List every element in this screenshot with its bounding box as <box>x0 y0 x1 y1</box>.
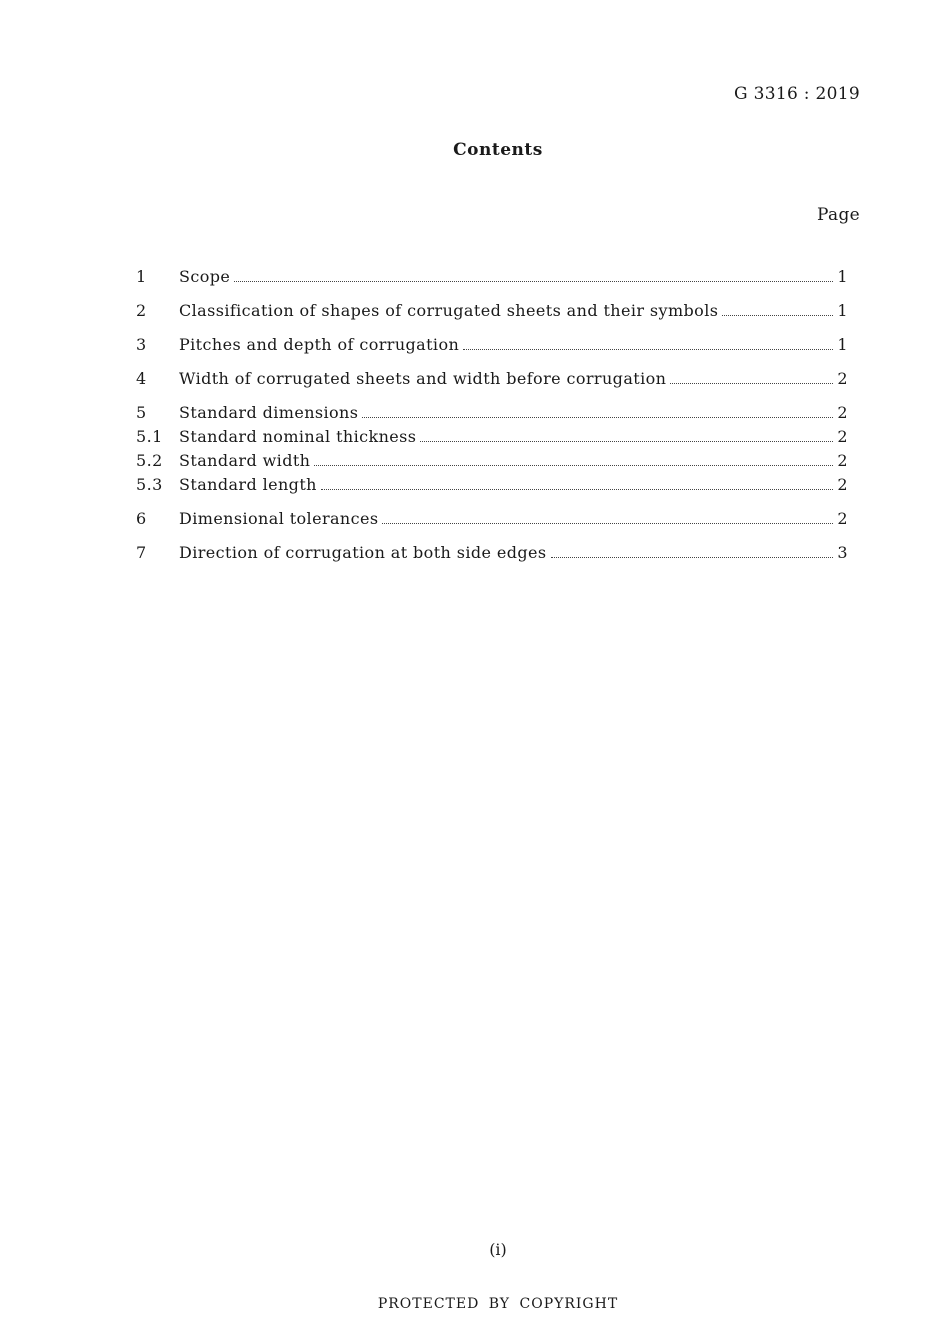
toc-page-number: 1 <box>837 301 848 320</box>
toc-entry-4[interactable] <box>136 369 848 393</box>
toc-entry-3[interactable] <box>136 335 848 359</box>
dot-leader <box>722 315 833 316</box>
table-of-contents <box>136 267 848 567</box>
document-id: G 3316 : 2019 <box>734 84 860 104</box>
toc-number: 4 <box>136 369 147 388</box>
toc-title: Width of corrugated sheets and width before corrugation <box>179 369 667 388</box>
toc-number: 7 <box>136 543 147 562</box>
toc-page-number: 3 <box>837 543 848 562</box>
toc-title: Scope <box>179 267 231 286</box>
toc-number: 1 <box>136 267 147 286</box>
dot-leader <box>314 465 833 466</box>
toc-title: Standard width <box>179 451 311 470</box>
toc-page-number: 2 <box>837 369 848 388</box>
toc-entry-7[interactable] <box>136 543 848 567</box>
toc-title: Direction of corrugation at both side edges <box>179 543 547 562</box>
toc-entry-6[interactable] <box>136 509 848 533</box>
dot-leader <box>420 441 833 442</box>
toc-page-number: 1 <box>837 267 848 286</box>
toc-title: Standard dimensions <box>179 403 359 422</box>
toc-entry-1[interactable] <box>136 267 848 291</box>
toc-number: 5.3 <box>136 475 163 494</box>
toc-page-number: 2 <box>837 475 848 494</box>
dot-leader <box>382 523 833 524</box>
toc-number: 2 <box>136 301 147 320</box>
toc-title: Pitches and depth of corrugation <box>179 335 460 354</box>
copyright-notice: PROTECTED BY COPYRIGHT <box>377 1296 619 1312</box>
toc-number: 5 <box>136 403 147 422</box>
contents-title: Contents <box>453 140 543 160</box>
toc-entry-5[interactable] <box>136 403 848 427</box>
dot-leader <box>362 417 833 418</box>
toc-number: 5.1 <box>136 427 163 446</box>
dot-leader <box>670 383 833 384</box>
toc-page-number: 2 <box>837 427 848 446</box>
footer-page-number: (i) <box>489 1240 507 1259</box>
dot-leader <box>234 281 833 282</box>
dot-leader <box>463 349 833 350</box>
toc-number: 6 <box>136 509 147 528</box>
toc-page-number: 2 <box>837 403 848 422</box>
dot-leader <box>551 557 834 558</box>
toc-entry-5-3[interactable] <box>136 475 848 499</box>
toc-title: Standard length <box>179 475 317 494</box>
toc-title: Classification of shapes of corrugated sheets and their symbols <box>179 301 719 320</box>
toc-entry-5-2[interactable] <box>136 451 848 475</box>
toc-number: 5.2 <box>136 451 163 470</box>
toc-title: Standard nominal thickness <box>179 427 417 446</box>
toc-title: Dimensional tolerances <box>179 509 379 528</box>
dot-leader <box>321 489 834 490</box>
page-column-label: Page <box>817 205 860 225</box>
toc-entry-2[interactable] <box>136 301 848 325</box>
toc-number: 3 <box>136 335 147 354</box>
toc-entry-5-1[interactable] <box>136 427 848 451</box>
toc-page-number: 2 <box>837 451 848 470</box>
toc-page-number: 1 <box>837 335 848 354</box>
toc-page-number: 2 <box>837 509 848 528</box>
